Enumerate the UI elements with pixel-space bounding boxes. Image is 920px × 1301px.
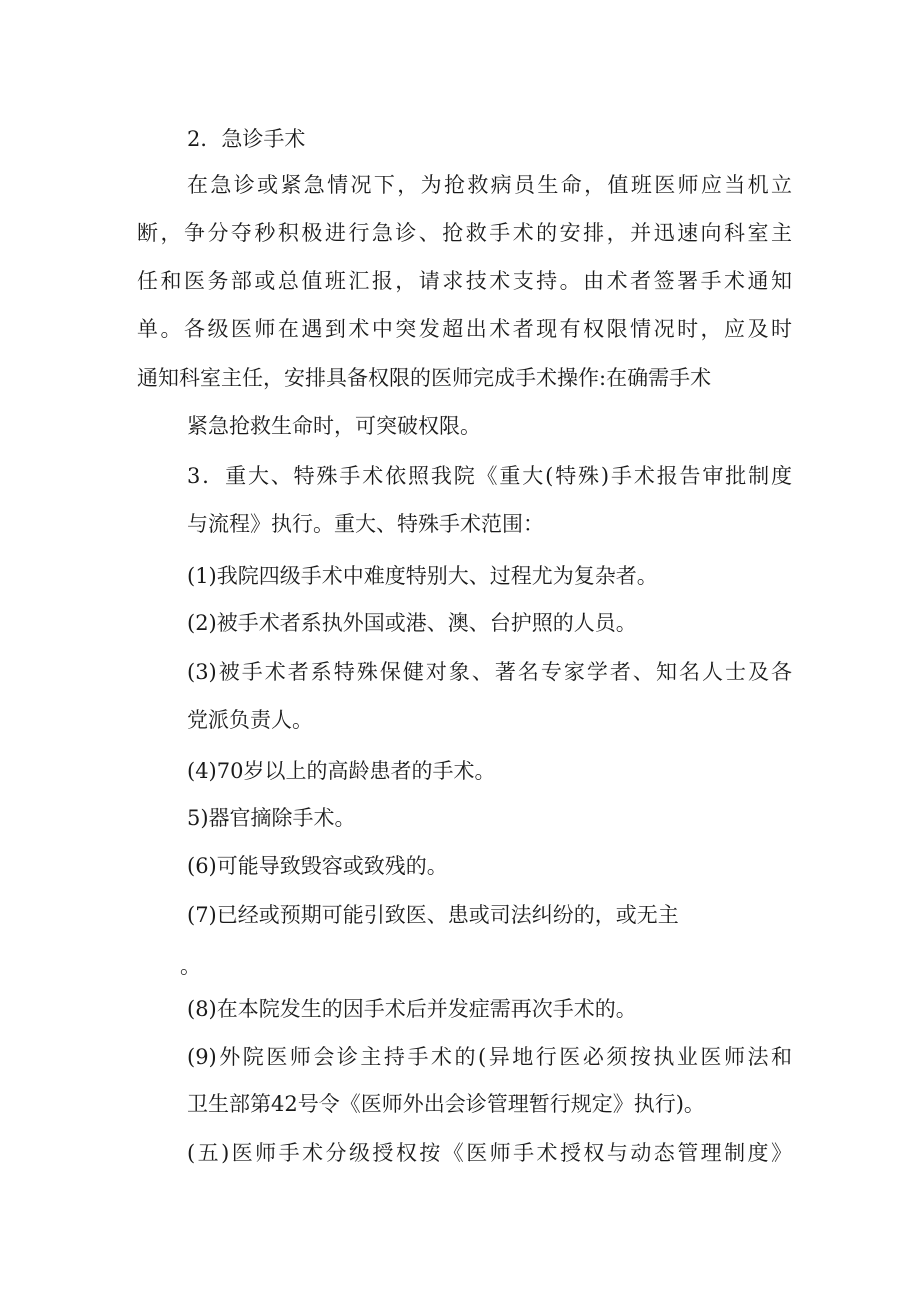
list-item-2: (2)被手术者系执外国或港、澳、台护照的人员。 — [187, 611, 637, 635]
paragraph-major-surgery-line-2: 与流程》执行。重大、特殊手术范围： — [187, 512, 544, 536]
paragraph-emergency-line-6: 紧急抢救生命时，可突破权限。 — [187, 414, 481, 438]
paragraph-emergency-line-2: 断，争分夺秒积极进行急诊、抢救手术的安排，并迅速向科室主 — [137, 221, 792, 245]
list-item-3-line-2: 党派负责人。 — [187, 708, 313, 732]
list-item-9-line-1: (9)外院医师会诊主持手术的(异地行医必须按执业医师法和 — [187, 1045, 792, 1069]
list-item-3-line-1: (3)被手术者系特殊保健对象、著名专家学者、知名人士及各 — [187, 660, 792, 684]
list-item-9-line-2: 卫生部第42号令《医师外出会诊管理暂行规定》执行)。 — [187, 1092, 705, 1116]
section-heading-emergency-surgery: 2．急诊手术 — [187, 127, 306, 151]
paragraph-major-surgery-line-1: 3．重大、特殊手术依照我院《重大(特殊)手术报告审批制度 — [187, 464, 792, 488]
paragraph-emergency-line-5: 通知科室主任，安排具备权限的医师完成手术操作:在确需手术 — [137, 366, 712, 390]
paragraph-emergency-line-1: 在急诊或紧急情况下，为抢救病员生命，值班医师应当机立 — [187, 173, 792, 197]
paragraph-emergency-line-3: 任和医务部或总值班汇报，请求技术支持。由术者签署手术通知 — [137, 269, 792, 293]
list-item-7-line-2: 。 — [180, 954, 201, 978]
paragraph-emergency-line-4: 单。各级医师在遇到术中突发超出术者现有权限情况时，应及时 — [137, 317, 792, 341]
list-item-6: (6)可能导致毁容或致残的。 — [187, 854, 448, 878]
list-item-7-line-1: (7)已经或预期可能引致医、患或司法纠纷的，或无主 — [187, 903, 679, 927]
list-item-5: 5)器官摘除手术。 — [187, 806, 356, 830]
list-item-4: (4)70岁以上的高龄患者的手术。 — [187, 759, 496, 783]
list-item-1: (1)我院四级手术中难度特别大、过程尤为复杂者。 — [187, 564, 658, 588]
section-five-line-1: (五)医师手术分级授权按《医师手术授权与动态管理制度》 — [187, 1141, 792, 1165]
list-item-8: (8)在本院发生的因手术后并发症需再次手术的。 — [187, 997, 637, 1021]
